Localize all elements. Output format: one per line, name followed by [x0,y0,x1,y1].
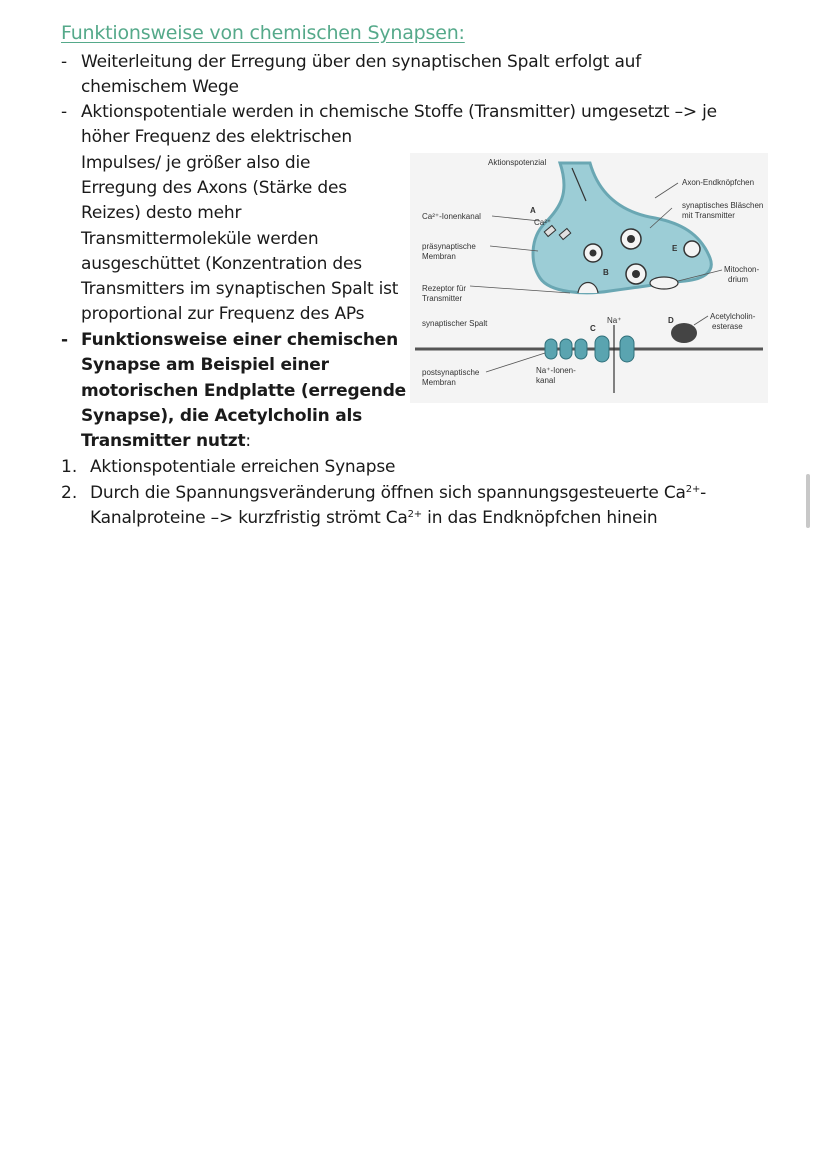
label-postsyn-1: postsynaptische [422,368,480,377]
step-2-text-c: Kanalproteine –> kurzfristig strömt Ca [90,508,408,528]
label-na-kanal-1: Na⁺-Ionen- [536,366,576,375]
bullet-1-line-1: Weiterleitung der Erregung über den synaptischen Spalt erfolgt auf [81,52,642,72]
synapse-diagram [410,153,768,403]
label-rezeptor-2: Transmitter [422,294,463,303]
bullet-2-line-3: Impulses/ je größer also die [81,153,311,173]
step-2-superscript-b: 2+ [407,509,422,520]
bullet-1-line-2: chemischem Wege [81,77,239,97]
bullet-3-line-5-bold: Transmitter nutzt [81,431,246,451]
label-ache-2: esterase [712,322,743,331]
label-letter-a: A [530,206,536,215]
label-rezeptor-1: Rezeptor für [422,284,467,293]
bullet-marker: - [61,52,68,72]
label-blaeschen-2: mit Transmitter [682,211,735,220]
vesicle [590,250,597,257]
receptor [560,339,572,359]
step-2-superscript-a: 2+ [685,484,701,495]
label-praesyn-2: Membran [422,252,456,261]
label-mito-1: Mitochon- [724,265,760,274]
step-2-text-d: in das Endknöpfchen hinein [421,508,658,528]
page-title: Funktionsweise von chemischen Synapsen: [61,22,465,44]
bullet-3-line-5 [81,429,251,454]
label-postsyn-2: Membran [422,378,456,387]
label-letter-d: D [668,316,674,325]
bullet-3-colon: : [245,431,251,451]
label-letter-e: E [672,244,678,253]
label-mito-2: drium [728,275,749,284]
label-ca-ion: Ca²⁺ [534,218,552,227]
na-channel [595,336,609,362]
leader-line [492,216,540,221]
bullet-3-line-2: Synapse am Beispiel einer [81,355,329,375]
step-number: 2. [61,483,78,503]
step-number: 1. [61,457,78,477]
receptor [575,339,587,359]
label-letter-b: B [603,268,609,277]
bullet-2-line-7: ausgeschüttet (Konzentration des [81,254,362,274]
na-channel [620,336,634,362]
label-na-kanal-2: kanal [536,376,556,385]
bullet-2-line-9: proportional zur Frequenz des APs [81,304,365,324]
label-spalt: synaptischer Spalt [422,319,488,328]
bullet-2-line-8: Transmitters im synaptischen Spalt ist [81,279,399,299]
step-2-line-1 [90,481,706,506]
leader-line [655,183,678,198]
bullet-3-line-4: Synapse), die Acetylcholin als [81,406,363,426]
leader-line [694,316,708,325]
scrollbar[interactable] [806,474,810,528]
label-na-ion: Na⁺ [607,316,622,325]
acetylcholinesterase [671,323,697,343]
bullet-2-line-6: Transmittermoleküle werden [81,229,319,249]
step-2-text-a: Durch die Spannungsveränderung öffnen sich spannungsgesteuerte Ca [90,483,686,503]
bullet-2-line-5: Reizes) desto mehr [81,203,242,223]
label-blaeschen-1: synaptisches Bläschen [682,201,764,210]
bullet-marker: - [61,330,69,350]
bullet-3-line-1: Funktionsweise einer chemischen [81,330,399,350]
label-letter-c: C [590,324,596,333]
label-axon-endknoepfchen: Axon-Endknöpfchen [682,178,755,187]
step-2-text-b: - [700,483,707,503]
receptor [545,339,557,359]
vesicle [627,235,635,243]
label-ca-kanal: Ca²⁺-Ionenkanal [422,212,481,221]
label-aktionspotenzial: Aktionspotenzial [488,158,547,167]
bullet-2-line-4: Erregung des Axons (Stärke des [81,178,347,198]
step-2-line-2 [90,506,657,531]
mitochondrion [650,277,678,289]
label-praesyn-1: präsynaptische [422,242,476,251]
step-1-text: Aktionspotentiale erreichen Synapse [90,457,396,477]
vesicle [684,241,700,257]
bullet-marker: - [61,102,68,122]
vesicle [632,270,640,278]
synapse-diagram-svg [410,153,768,403]
bullet-3-line-3: motorischen Endplatte (erregende [81,381,407,401]
leader-line [490,246,538,251]
bullet-2-line-2: höher Frequenz des elektrischen [81,127,352,147]
bullet-2-line-1: Aktionspotentiale werden in chemische Stoffe (Transmitter) umgesetzt –> je [81,102,717,122]
label-ache-1: Acetylcholin- [710,312,756,321]
